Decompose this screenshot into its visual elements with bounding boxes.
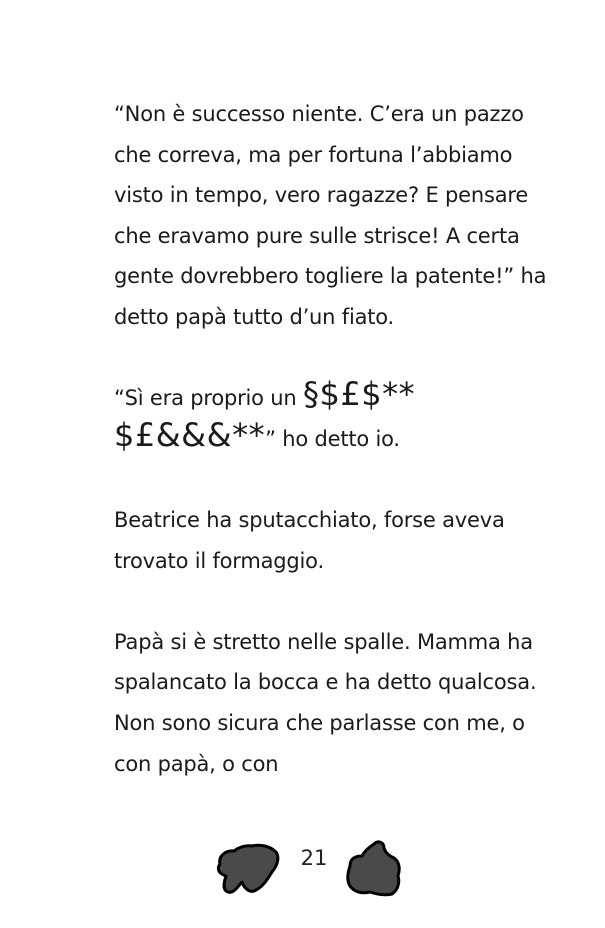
ink-blob-icon (214, 842, 280, 896)
paragraph-dialogue (114, 375, 554, 459)
censored-swear-line-2: $£&&&** (114, 415, 266, 454)
page-body (114, 94, 554, 784)
page-footer (0, 836, 605, 900)
ink-blob-icon (344, 838, 404, 898)
dialogue-text-after: ” ho detto io. (265, 426, 400, 451)
dialogue-text-before: “Sì era proprio un (114, 386, 303, 411)
paragraph: “Non è successo niente. C’era un pazzo che correva, ma per fortuna l’abbiamo visto in tempo, vero ragazze? E pensare che eravamo pure sulle strisce! A certa gente dovrebbero togliere la patente!” ha detto papà tutto d’un fiato. (114, 102, 547, 329)
censored-swear-line-1: §$£$** (302, 375, 416, 414)
page-number: 21 (300, 846, 328, 870)
paragraph: Papà si è stretto nelle spalle. Mamma ha spalancato la bocca e ha detto qualcosa. Non sono sicura che parlasse con me, o con papà, o con (114, 629, 537, 776)
paragraph: Beatrice ha sputacchiato, forse aveva trovato il formaggio. (114, 507, 505, 573)
